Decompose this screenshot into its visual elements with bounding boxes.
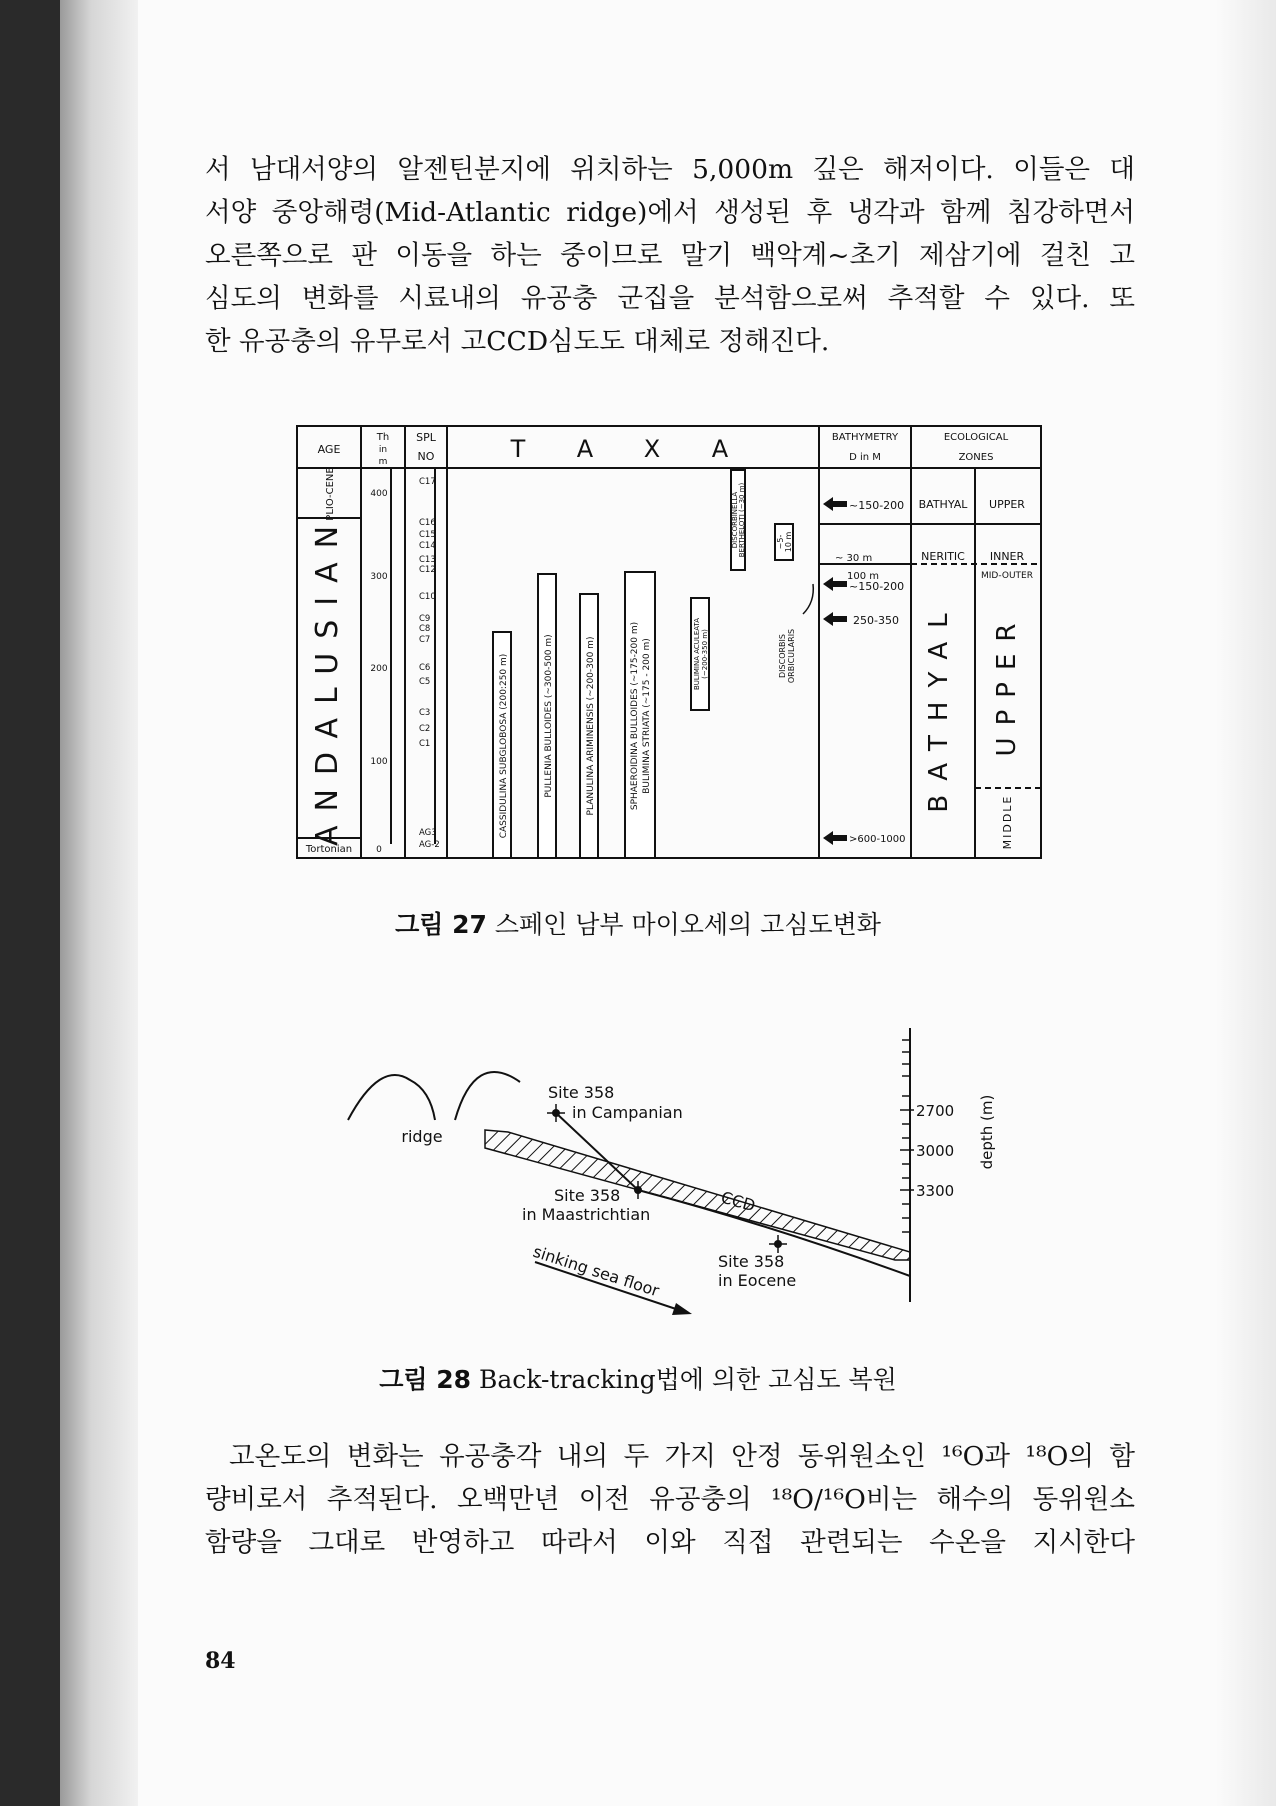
header-th: Th — [376, 432, 390, 443]
bathy-value: 100 m — [847, 571, 880, 582]
sample-label: C16 — [419, 518, 436, 528]
zone-mid-outer: MID-OUTER — [981, 571, 1033, 581]
header-taxa-a: A — [576, 435, 594, 463]
taxon-discorbis-2: ORBICULARIS — [787, 628, 796, 684]
depth-tick: 3000 — [916, 1142, 955, 1160]
taxon-bulimina-aculeata-range: (~200-350 m) — [701, 629, 709, 679]
paragraph-line: 오른쪽으로 판 이동을 하는 중이므로 말기 백악계~초기 제삼기에 걸친 고 — [205, 240, 1135, 271]
page-spine — [60, 0, 138, 1806]
ridge-left-arc — [348, 1075, 435, 1120]
taxon-discorbinella: DISCORBINELLA — [731, 491, 739, 549]
taxon-discorbis: DISCORBIS — [778, 634, 787, 678]
site-maastrichtian-label: Site 358 — [554, 1186, 621, 1205]
thickness-tick: 300 — [370, 572, 388, 582]
header-bathymetry: BATHYMETRY — [831, 432, 899, 443]
bathy-value: >600-1000 — [849, 834, 906, 845]
header-th-m: m — [378, 457, 388, 467]
taxon-discorbinella-range: BERTHELOTI (~30 m) — [738, 482, 746, 558]
figure-28-label: 그림 28 — [379, 1365, 472, 1394]
ccd-band — [485, 1130, 910, 1260]
taxon-planulina: PLANULINA ARIMINENSIS (~200-300 m) — [586, 636, 596, 816]
bathy-value: ~150-200 — [849, 580, 905, 593]
sample-label: C9 — [419, 614, 431, 624]
header-taxa-x: X — [643, 435, 661, 463]
figure-27-caption-text: 스페인 남부 마이오세의 고심도변화 — [494, 910, 881, 939]
ccd-label: CCD — [718, 1187, 758, 1216]
sample-label: C7 — [419, 635, 431, 645]
paragraph-line: 한 유공충의 유무로서 고CCD심도도 대체로 정해진다. — [205, 326, 830, 357]
taxon-discorbis-range-2: 10 m — [784, 531, 793, 553]
taxon-bulimina-striata: BULIMINA STRIATA (~175 - 200 m) — [642, 638, 652, 794]
site-maastrichtian-age: in Maastrichtian — [522, 1205, 651, 1224]
sample-label: C15 — [419, 530, 436, 540]
sample-label: C5 — [419, 677, 431, 687]
zone-bathyal: BATHYAL — [918, 498, 968, 511]
sinking-label: sinking sea floor — [530, 1241, 662, 1301]
depth-tick: 3300 — [916, 1182, 955, 1200]
age-andalusian: ANDALUSIAN — [310, 511, 345, 847]
header-depth: D in M — [849, 452, 881, 463]
age-pliocene: PLIO-CENE — [325, 467, 336, 521]
site-eocene-age: in Eocene — [718, 1271, 797, 1290]
site-campanian-label: Site 358 — [548, 1083, 615, 1102]
figure-27-chart — [295, 424, 1043, 860]
taxon-bulimina-aculeata: BULIMINA ACULEATA — [693, 617, 701, 691]
zone-upper-large: UPPER — [992, 611, 1022, 757]
taxon-discorbis-range: ~5- — [776, 534, 785, 550]
sample-label: C8 — [419, 624, 431, 634]
figure-27-caption — [0, 905, 1276, 941]
zone-upper: UPPER — [989, 498, 1025, 511]
page-number: 84 — [205, 1648, 236, 1674]
paragraph-line: 서 남대서양의 알젠틴분지에 위치하는 5,000m 깊은 해저이다. 이들은 대 — [205, 154, 1135, 185]
age-tortonian: Tortonian — [305, 844, 353, 855]
ridge-label: ridge — [401, 1127, 443, 1146]
figure-28-diagram — [340, 1020, 1000, 1320]
discorbis-pointer — [803, 584, 813, 614]
thickness-tick: 0 — [376, 845, 382, 855]
figure-27-label: 그림 27 — [395, 910, 487, 939]
bathy-value: 250-350 — [853, 614, 899, 627]
sample-label: AG-2 — [419, 840, 440, 850]
zone-bathyal-large: BATHYAL — [924, 599, 954, 813]
zone-middle: MIDDLE — [1001, 794, 1014, 850]
header-ecological: ECOLOGICAL — [943, 432, 1009, 443]
figure-28-caption — [0, 1360, 1276, 1396]
depth-axis-label: depth (m) — [978, 1094, 996, 1170]
thickness-tick: 200 — [370, 664, 388, 674]
taxon-cassidulina: CASSIDULINA SUBGLOBOSA (200:250 m) — [499, 653, 509, 839]
paragraph-line: 함량을 그대로 반영하고 따라서 이와 직접 관련되는 수온을 지시한다 — [205, 1527, 1135, 1558]
bottom-paragraph — [205, 1435, 1135, 1564]
header-zones: ZONES — [958, 452, 994, 463]
header-spl: SPL — [416, 431, 436, 444]
sinking-arrowhead — [672, 1303, 692, 1315]
sample-list — [419, 477, 440, 850]
top-paragraph — [205, 148, 1135, 363]
header-taxa-t: T — [510, 435, 526, 463]
site-marker-eocene — [769, 1235, 787, 1253]
figure-28-caption-text: Back-tracking법에 의한 고심도 복원 — [478, 1365, 897, 1394]
header-no: NO — [417, 450, 435, 463]
thickness-tick: 100 — [370, 757, 388, 767]
header-taxa-a2: A — [711, 435, 729, 463]
site-campanian-age: in Campanian — [572, 1103, 683, 1122]
sample-label: C3 — [419, 708, 431, 718]
header-th-in: in — [378, 445, 388, 455]
thickness-tick: 400 — [370, 489, 388, 499]
sample-label: AG3 — [419, 828, 437, 838]
depth-tick: 2700 — [916, 1102, 955, 1120]
sample-label: C13 — [419, 555, 436, 565]
zone-inner: INNER — [989, 550, 1025, 563]
sample-label: C2 — [419, 724, 431, 734]
sample-label: C6 — [419, 663, 431, 673]
paragraph-line: 고온도의 변화는 유공충각 내의 두 가지 안정 동위원소인 ¹⁶O과 ¹⁸O의 함 — [229, 1441, 1135, 1472]
bathy-value: ~150-200 — [849, 499, 905, 512]
site-eocene-label: Site 358 — [718, 1252, 785, 1271]
sample-label: C14 — [419, 541, 436, 551]
sample-label: C17 — [419, 477, 436, 487]
taxon-sphaeroidina: SPHAEROIDINA BULLOIDES (~175-200 m) — [630, 621, 640, 811]
ridge-right-arc — [455, 1072, 520, 1120]
paragraph-line: 량비로서 추적된다. 오백만년 이전 유공충의 ¹⁸O/¹⁶O비는 해수의 동위원소 — [205, 1484, 1135, 1515]
paragraph-line: 심도의 변화를 시료내의 유공충 군집을 분석함으로써 추적할 수 있다. 또 — [205, 283, 1135, 314]
sample-label: C10 — [419, 592, 436, 602]
sample-label: C12 — [419, 565, 436, 575]
taxon-pullenia: PULLENIA BULLOIDES (~300-500 m) — [544, 634, 554, 798]
bathy-value: ~ 30 m — [835, 553, 873, 564]
zone-neritic: NERITIC — [921, 550, 965, 563]
paragraph-line: 서양 중앙해령(Mid-Atlantic ridge)에서 생성된 후 냉각과 함께 침강하면서 — [205, 197, 1135, 228]
page-edge — [1216, 0, 1276, 1806]
sample-label: C1 — [419, 739, 431, 749]
header-age: AGE — [317, 443, 341, 456]
